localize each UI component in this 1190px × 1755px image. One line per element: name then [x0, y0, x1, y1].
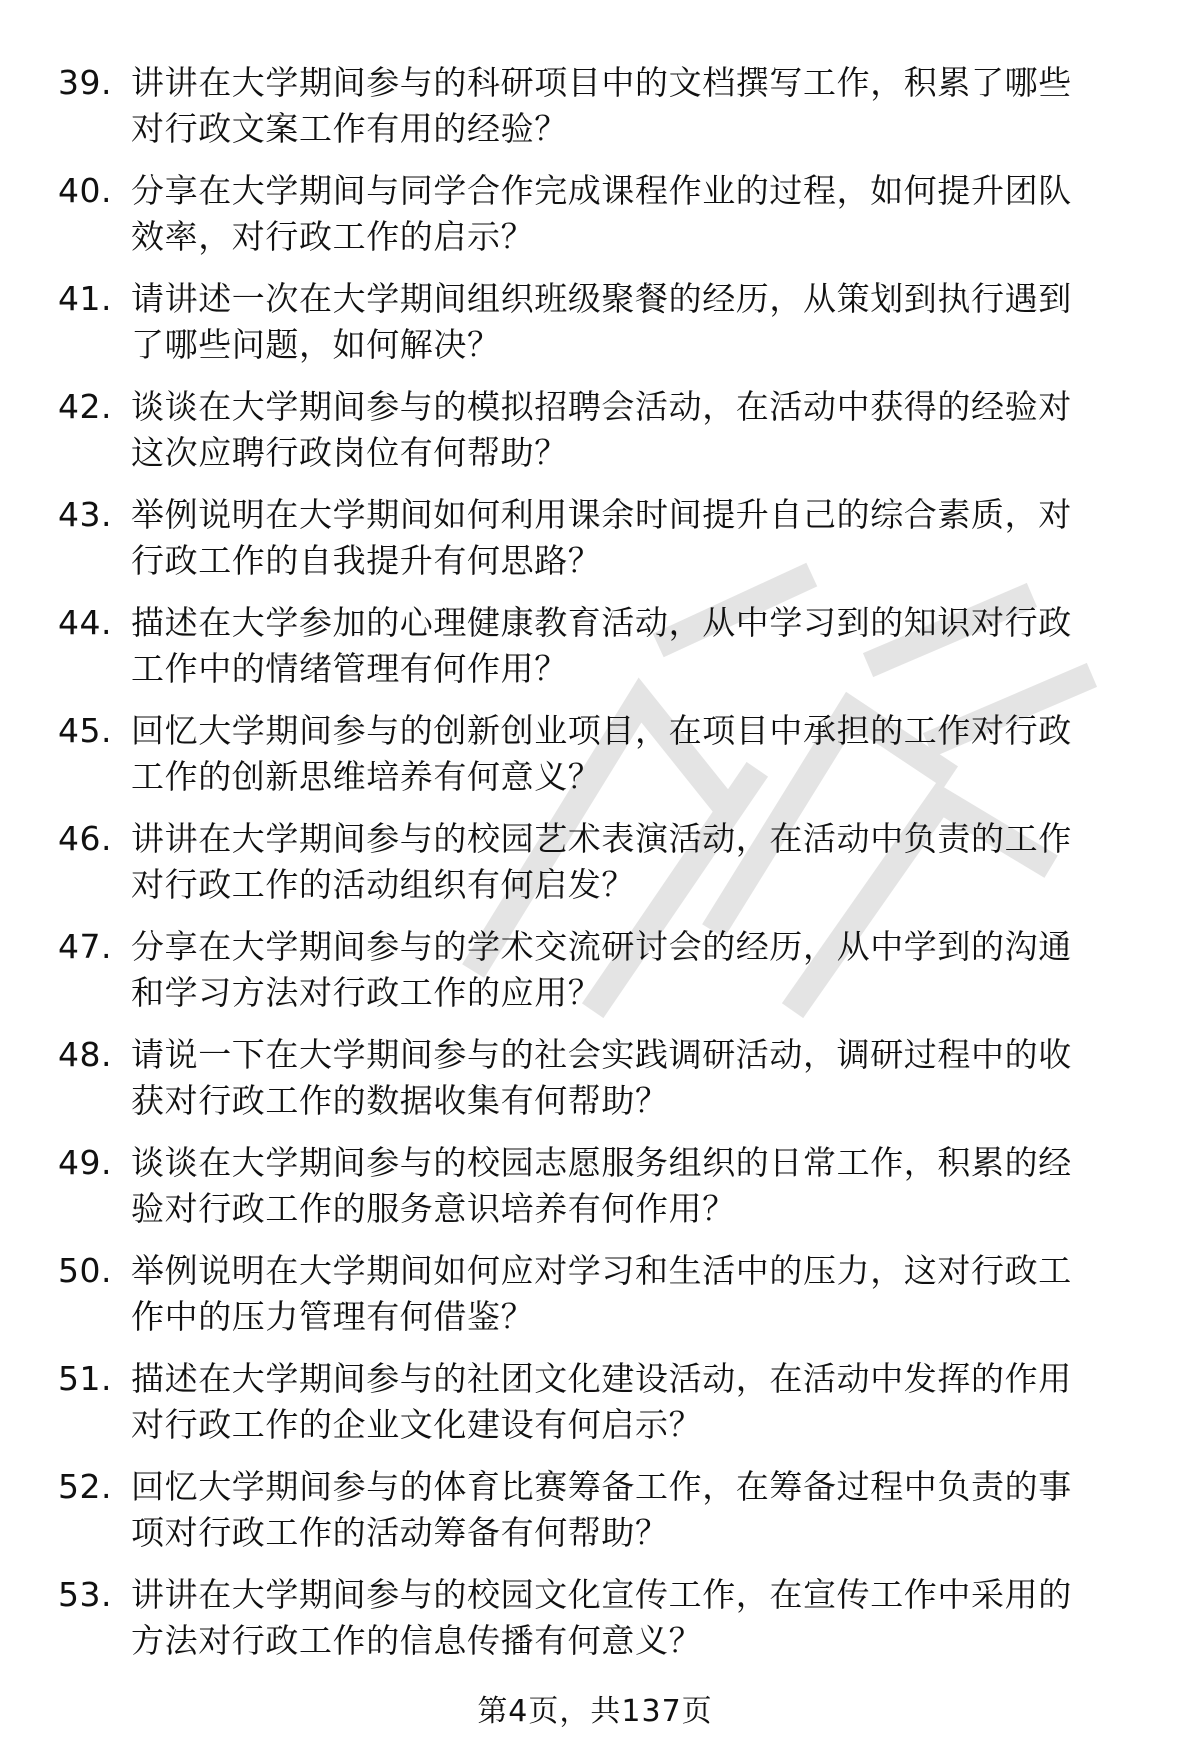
- question-text-line: 举例说明在大学期间如何利用课余时间提升自己的综合素质，对: [131, 495, 1072, 534]
- question-text: [131, 708, 1146, 800]
- question-text-line: 讲讲在大学期间参与的校园文化宣传工作，在宣传工作中采用的: [131, 1575, 1072, 1614]
- question-number: 44.: [58, 603, 112, 642]
- question-text: [131, 168, 1146, 260]
- question-text-line: 行政工作的自我提升有何思路？: [131, 541, 602, 580]
- question-item: [0, 1130, 1190, 1238]
- question-number: 41.: [58, 279, 112, 318]
- question-text: [131, 1572, 1146, 1664]
- question-text-line: 举例说明在大学期间如何应对学习和生活中的压力，这对行政工: [131, 1251, 1072, 1290]
- question-text-line: 方法对行政工作的信息传播有何意义？: [131, 1621, 703, 1660]
- page-footer: 第4页，共137页: [477, 1694, 713, 1729]
- question-text-line: 对行政文案工作有用的经验？: [131, 109, 568, 148]
- question-item: [0, 914, 1190, 1022]
- question-text-line: 和学习方法对行政工作的应用？: [131, 973, 602, 1012]
- question-item: [0, 266, 1190, 374]
- question-item: [0, 1562, 1190, 1670]
- question-text-line: 回忆大学期间参与的体育比赛筹备工作，在筹备过程中负责的事: [131, 1467, 1072, 1506]
- question-text-line: 描述在大学参加的心理健康教育活动，从中学习到的知识对行政: [131, 603, 1072, 642]
- question-item: [0, 1238, 1190, 1346]
- question-text: [131, 492, 1146, 584]
- question-number: 49.: [58, 1143, 112, 1182]
- question-item: [0, 158, 1190, 266]
- question-number: 40.: [58, 171, 112, 210]
- question-item: [0, 698, 1190, 806]
- question-text: [131, 276, 1146, 368]
- question-text-line: 项对行政工作的活动筹备有何帮助？: [131, 1513, 669, 1552]
- question-text: [131, 60, 1146, 152]
- question-item: [0, 50, 1190, 158]
- question-text-line: 效率，对行政工作的启示？: [131, 217, 535, 256]
- question-text-line: 描述在大学期间参与的社团文化建设活动，在活动中发挥的作用: [131, 1359, 1072, 1398]
- question-text: [131, 816, 1146, 908]
- question-number: 39.: [58, 63, 112, 102]
- question-item: [0, 1454, 1190, 1562]
- question-number: 51.: [58, 1359, 112, 1398]
- question-item: [0, 482, 1190, 590]
- question-number: 47.: [58, 927, 112, 966]
- question-text-line: 请讲述一次在大学期间组织班级聚餐的经历，从策划到执行遇到: [131, 279, 1072, 318]
- question-text: [131, 924, 1146, 1016]
- question-number: 48.: [58, 1035, 112, 1074]
- question-text: [131, 1464, 1146, 1556]
- question-text-line: 请说一下在大学期间参与的社会实践调研活动，调研过程中的收: [131, 1035, 1072, 1074]
- question-text: [131, 1032, 1146, 1124]
- question-number: 42.: [58, 387, 112, 426]
- question-text-line: 了哪些问题，如何解决？: [131, 325, 501, 364]
- question-text-line: 分享在大学期间参与的学术交流研讨会的经历，从中学到的沟通: [131, 927, 1072, 966]
- question-text-line: 这次应聘行政岗位有何帮助？: [131, 433, 568, 472]
- question-number: 53.: [58, 1575, 112, 1614]
- question-text-line: 对行政工作的企业文化建设有何启示？: [131, 1405, 703, 1444]
- question-text-line: 分享在大学期间与同学合作完成课程作业的过程，如何提升团队: [131, 171, 1072, 210]
- question-text-line: 讲讲在大学期间参与的科研项目中的文档撰写工作，积累了哪些: [131, 63, 1072, 102]
- question-text-line: 讲讲在大学期间参与的校园艺术表演活动，在活动中负责的工作: [131, 819, 1072, 858]
- question-text-line: 谈谈在大学期间参与的校园志愿服务组织的日常工作，积累的经: [131, 1143, 1072, 1182]
- question-number: 52.: [58, 1467, 112, 1506]
- question-item: [0, 1346, 1190, 1454]
- question-item: [0, 1022, 1190, 1130]
- question-text-line: 回忆大学期间参与的创新创业项目，在项目中承担的工作对行政: [131, 711, 1072, 750]
- question-text: [131, 1248, 1146, 1340]
- question-text-line: 获对行政工作的数据收集有何帮助？: [131, 1081, 669, 1120]
- question-text-line: 验对行政工作的服务意识培养有何作用？: [131, 1189, 736, 1228]
- question-item: [0, 806, 1190, 914]
- question-item: [0, 374, 1190, 482]
- question-text-line: 谈谈在大学期间参与的模拟招聘会活动，在活动中获得的经验对: [131, 387, 1072, 426]
- question-text: [131, 600, 1146, 692]
- question-item: [0, 590, 1190, 698]
- question-text: [131, 1140, 1146, 1232]
- question-text-line: 对行政工作的活动组织有何启发？: [131, 865, 635, 904]
- question-number: 43.: [58, 495, 112, 534]
- question-number: 46.: [58, 819, 112, 858]
- question-list: [0, 50, 1190, 1670]
- question-text-line: 工作中的情绪管理有何作用？: [131, 649, 568, 688]
- question-number: 50.: [58, 1251, 112, 1290]
- question-text: [131, 1356, 1146, 1448]
- question-number: 45.: [58, 711, 112, 750]
- question-text: [131, 384, 1146, 476]
- question-text-line: 作中的压力管理有何借鉴？: [131, 1297, 535, 1336]
- question-text-line: 工作的创新思维培养有何意义？: [131, 757, 602, 796]
